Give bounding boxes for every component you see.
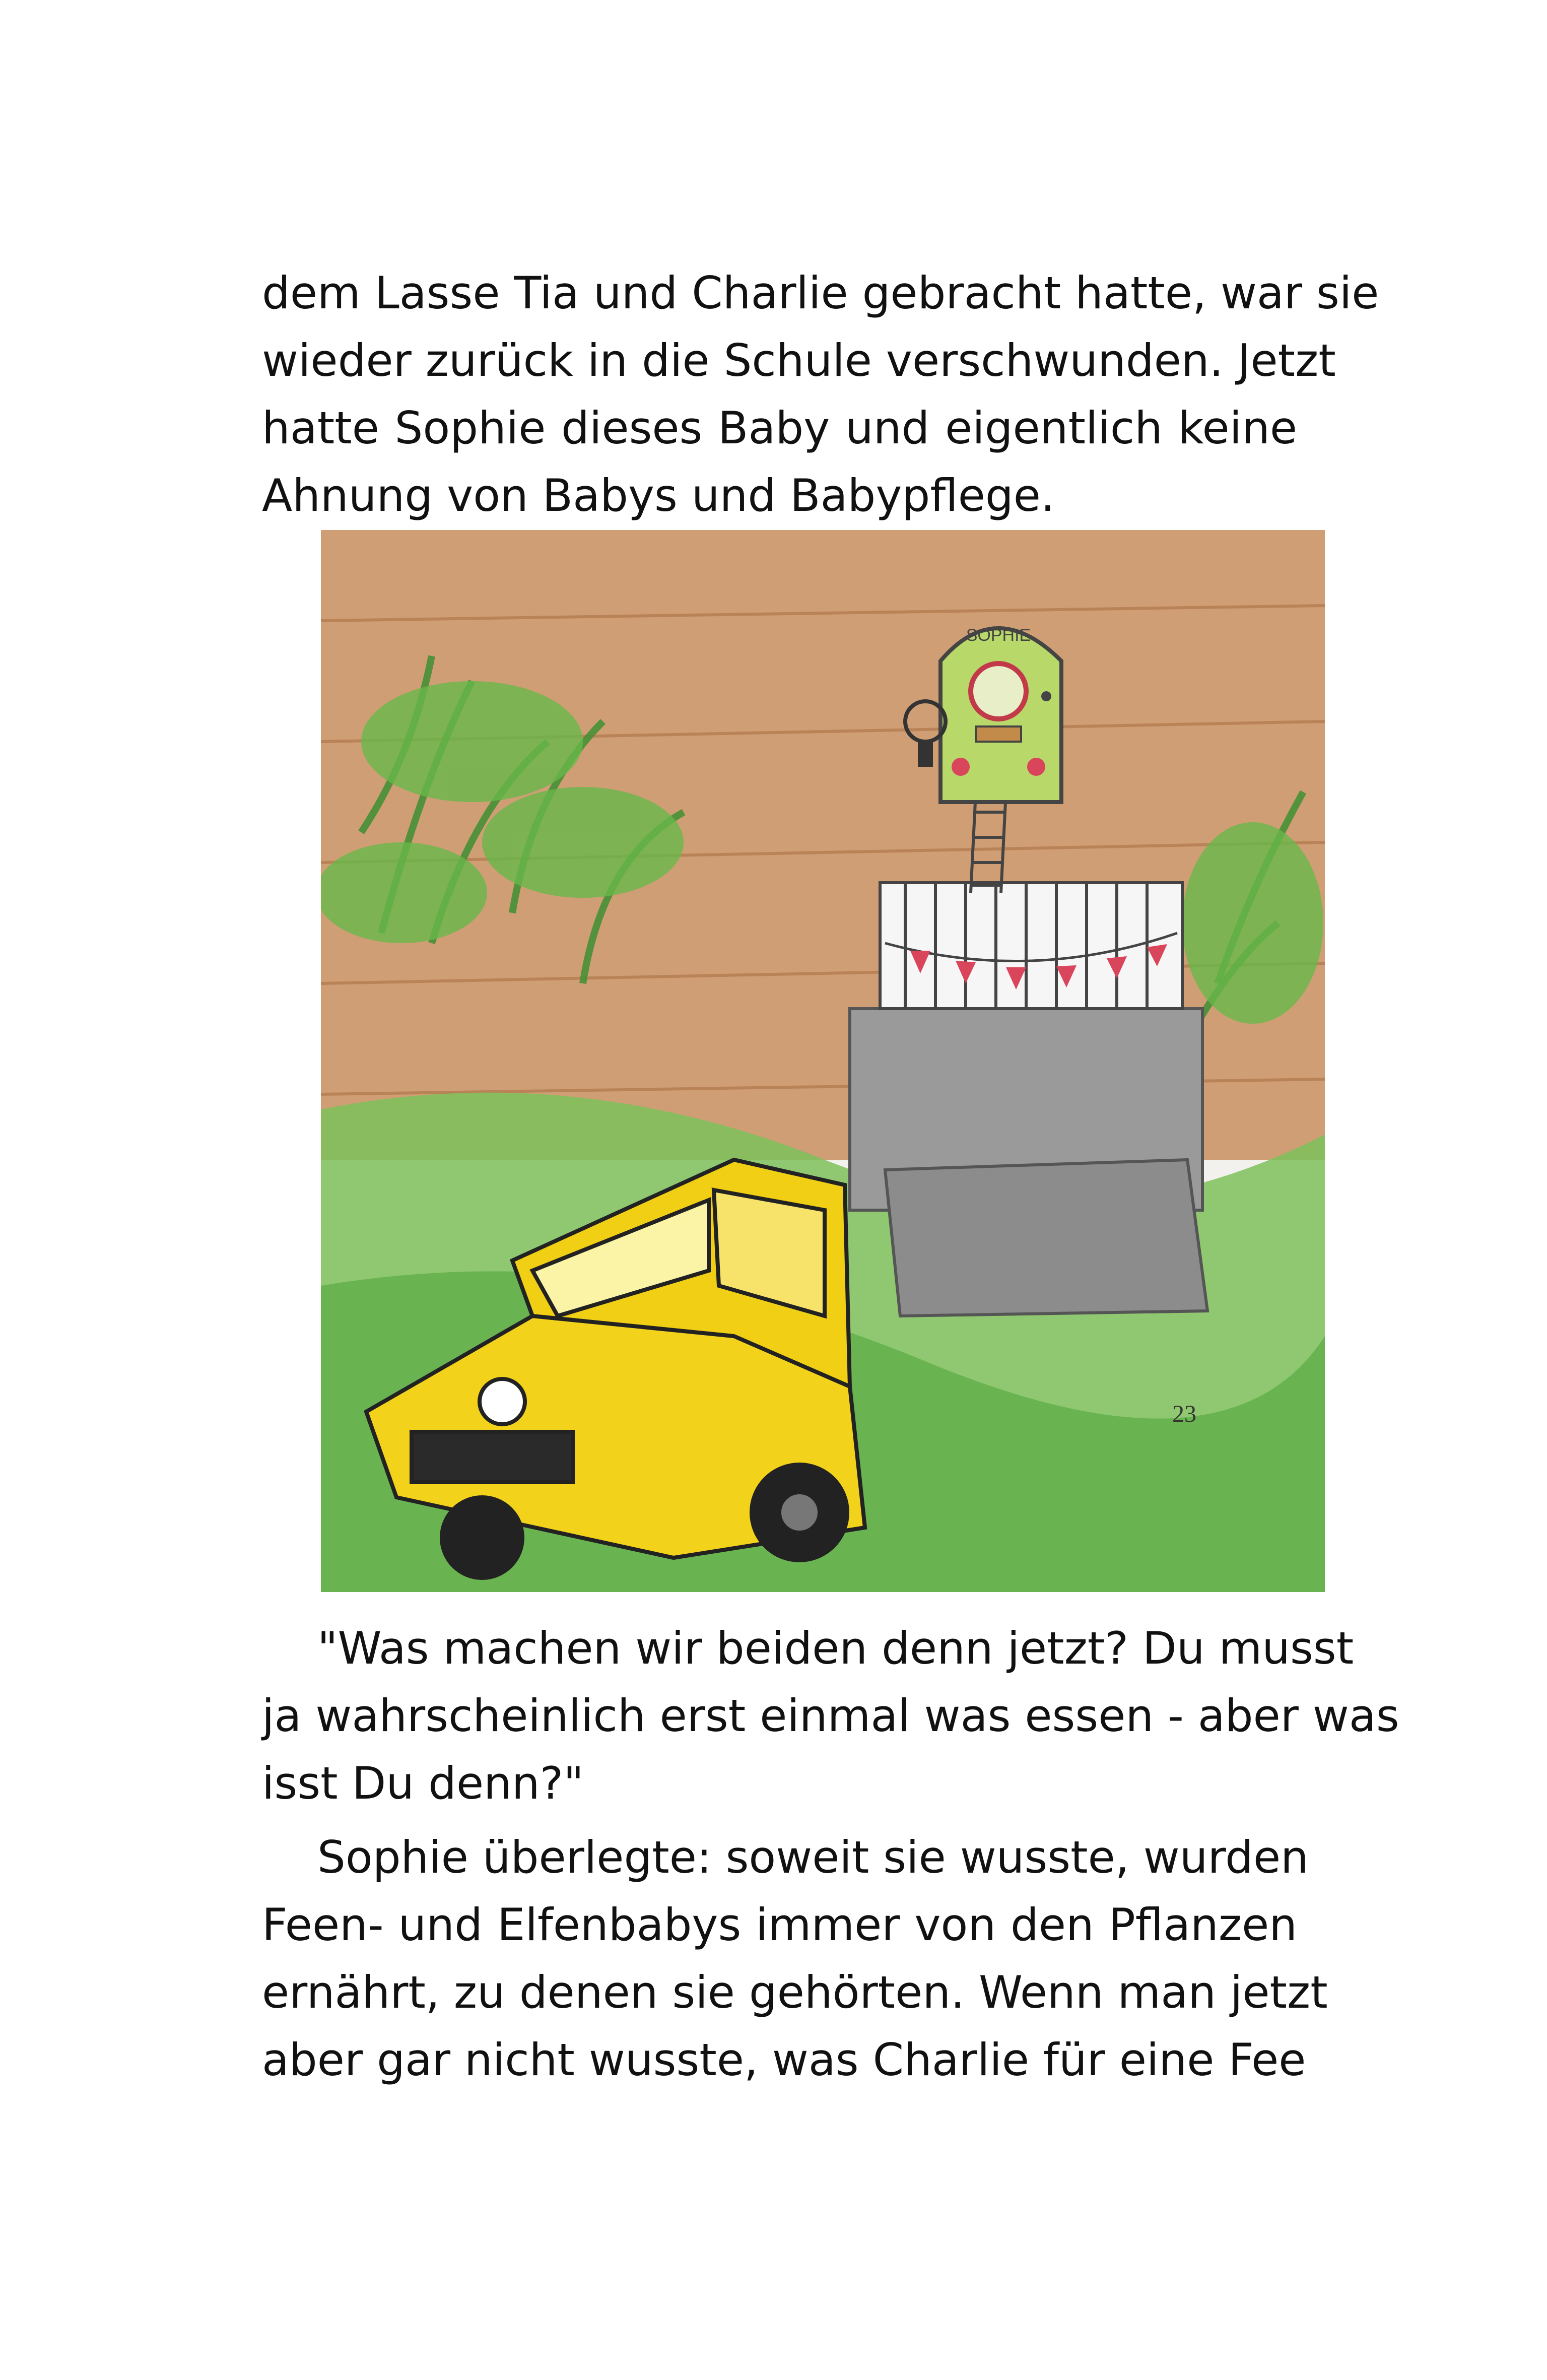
text-line: Sophie überlegte: soweit sie wusste, wurden (317, 1831, 1309, 1883)
text-line: aber gar nicht wusste, was Charlie für eine Fee (262, 2034, 1306, 2086)
text-line: ernährt, zu denen sie gehörten. Wenn man jetzt (262, 1966, 1328, 2018)
text-line: "Was machen wir beiden denn jetzt? Du musst (317, 1622, 1354, 1674)
paragraph (262, 1824, 1328, 2094)
paragraph (262, 1615, 1399, 1817)
text-line: Ahnung von Babys und Babypflege. (262, 470, 1055, 521)
text-line: dem Lasse Tia und Charlie gebracht hatte, war sie (262, 267, 1379, 319)
text-line: isst Du denn?" (262, 1757, 584, 1809)
text-line: wieder zurück in die Schule verschwunden. Jetzt (262, 335, 1336, 386)
text-line: hatte Sophie dieses Baby und eigentlich keine (262, 402, 1297, 454)
text-line: ja wahrscheinlich erst einmal was essen - aber was (262, 1690, 1399, 1742)
paragraph (262, 259, 1379, 530)
artist-signature: 23 (1172, 1401, 1196, 1427)
door-sign: SOPHIE (966, 626, 1031, 645)
illustration (321, 530, 1325, 1592)
text-line: Feen- und Elfenbabys immer von den Pflanzen (262, 1899, 1297, 1951)
